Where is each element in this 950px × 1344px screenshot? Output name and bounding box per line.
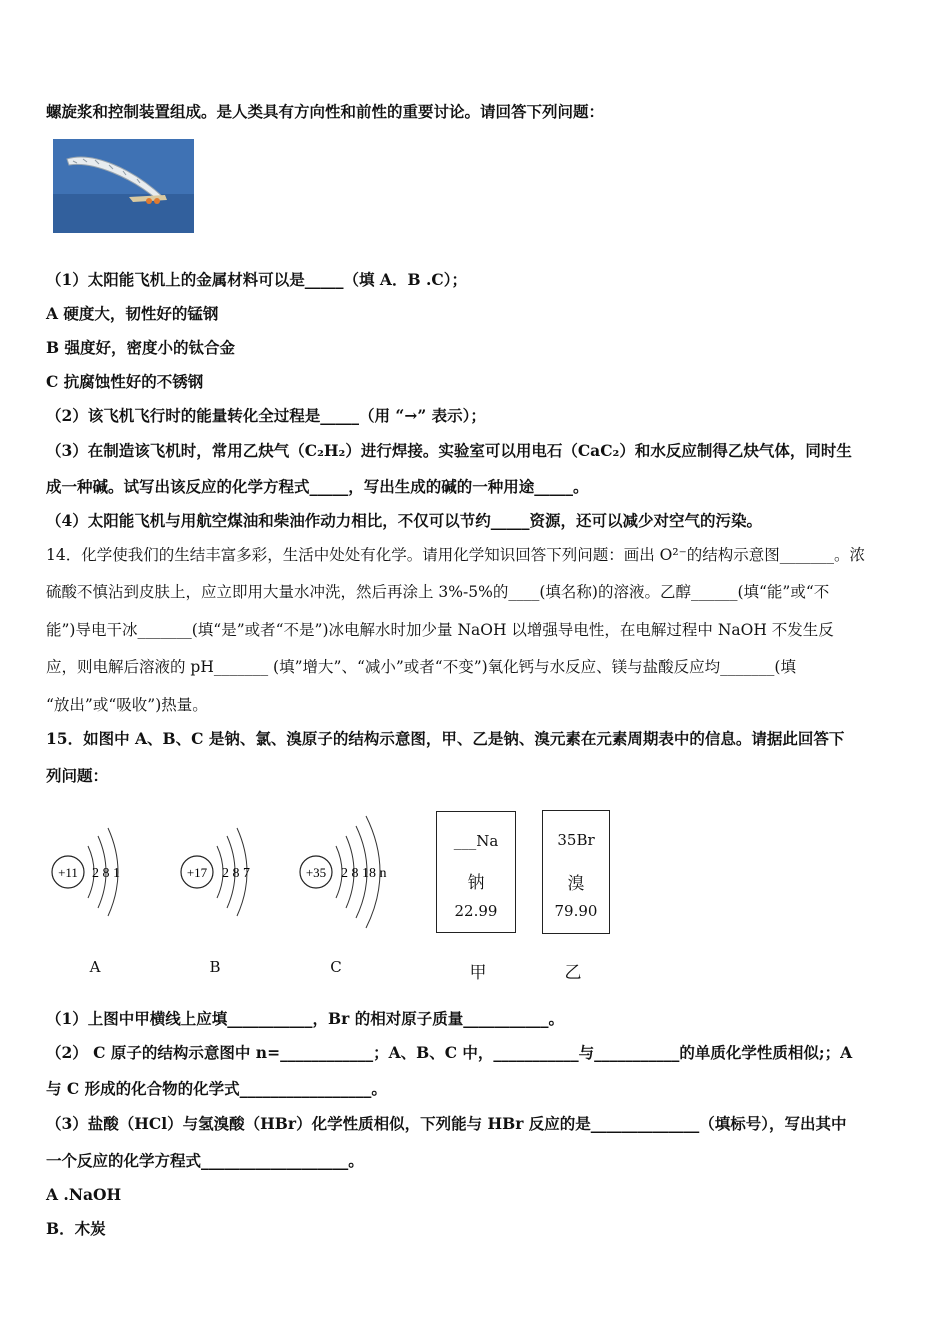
q15-sub3-line1: （3）盐酸（HCl）与氢溴酸（HBr）化学性质相似，下列能与 HBr 反应的是______________（填标号），写出其中 <box>46 1114 847 1133</box>
atom-b-shells: 2 8 7 <box>222 866 250 881</box>
q15-line2: 列问题： <box>46 766 109 785</box>
element-card-br <box>542 810 610 934</box>
q13-option-b: B 强度好，密度小的钛合金 <box>46 338 235 357</box>
atom-c <box>300 816 387 928</box>
atom-a-shells: 2 8 1 <box>92 866 120 881</box>
q14-line2: 硫酸不慎沾到皮肤上，应立即用大量水冲洗，然后再涂上 3%-5%的____(填名称)的溶液。乙醇______(填“能”或“不 <box>46 583 830 601</box>
q14-line1: 14．化学使我们的生结丰富多彩，生活中处处有化学。请用化学知识回答下列问题：画出 O²⁻的结构示意图_______。浓 <box>46 546 866 564</box>
atom-c-shells: 2 8 18 n <box>341 866 387 881</box>
atom-diagrams <box>40 800 420 950</box>
atom-b-nucleus: +17 <box>186 865 208 880</box>
element-na-top: ___Na <box>453 832 499 850</box>
q15-sub1: （1）上图中甲横线上应填___________，Br 的相对原子质量___________。 <box>46 1009 564 1028</box>
element-br-mass: 79.90 <box>554 902 598 920</box>
q13-option-c: C 抗腐蚀性好的不锈钢 <box>46 372 204 391</box>
atom-b-label: B <box>209 958 221 976</box>
q13-option-a: A 硬度大，韧性好的锰钢 <box>46 304 219 323</box>
q14-line4: 应，则电解后溶液的 pH_______ (填”增大”、“减小”或者“不变”)氧化钙与水反应、镁与盐酸反应均_______(填 <box>46 658 796 676</box>
element-card-na-label: 甲 <box>469 963 487 983</box>
q13-sub3-line2: 成一种碱。试写出该反应的化学方程式_____，写出生成的碱的一种用途_____。 <box>46 477 589 496</box>
q14-line3: 能”)导电干冰_______(填“是”或者“不是”)冰电解水时加少量 NaOH 以增强导电性，在电解过程中 NaOH 不发生反 <box>46 621 834 639</box>
q13-sub1: （1）太阳能飞机上的金属材料可以是_____（填 A．B .C）； <box>46 270 467 289</box>
element-br-top: 35Br <box>557 831 595 849</box>
q15-option-a: A .NaOH <box>46 1185 122 1204</box>
q15-sub2-line2: 与 C 形成的化合物的化学式_________________。 <box>46 1079 387 1098</box>
q13-sub2: （2）该飞机飞行时的能量转化全过程是_____（用 “→” 表示）； <box>46 406 486 425</box>
q14-line5: “放出”或“吸收”)热量。 <box>46 696 208 714</box>
element-br-name: 溴 <box>567 874 585 894</box>
element-card-br-label: 乙 <box>564 963 582 983</box>
element-na-mass: 22.99 <box>454 902 498 920</box>
q15-option-b: B．木炭 <box>46 1219 106 1238</box>
solar-plane-icon <box>53 139 194 233</box>
atom-a-nucleus: +11 <box>58 865 78 880</box>
q15-line1: 15．如图中 A、B、C 是钠、氯、溴原子的结构示意图，甲、乙是钠、溴元素在元素周期表中的信息。请据此回答下 <box>46 729 845 748</box>
atom-a <box>52 828 120 916</box>
q15-sub2-line1: （2） C 原子的结构示意图中 n=____________；A、B、C 中，___________与___________的单质化学性质相似;；A <box>46 1043 853 1062</box>
atom-b <box>181 828 250 916</box>
q15-sub3-line2: 一个反应的化学方程式___________________。 <box>46 1151 364 1170</box>
q13-sub3-line1: （3）在制造该飞机时，常用乙炔气（C₂H₂）进行焊接。实验室可以用电石（CaC₂）和水反应制得乙炔气体，同时生 <box>46 441 852 460</box>
element-na-name: 钠 <box>467 873 485 893</box>
atom-a-label: A <box>89 958 101 976</box>
atom-c-nucleus: +35 <box>305 865 327 880</box>
element-card-na <box>436 811 516 933</box>
atom-c-label: C <box>330 958 342 976</box>
intro-line: 螺旋浆和控制装置组成。是人类具有方向性和前性的重要讨论。请回答下列问题： <box>46 102 605 121</box>
q13-sub4: （4）太阳能飞机与用航空煤油和柴油作动力相比，不仅可以节约_____资源，还可以减少对空气的污染。 <box>46 511 763 530</box>
solar-plane-photo <box>53 139 194 233</box>
